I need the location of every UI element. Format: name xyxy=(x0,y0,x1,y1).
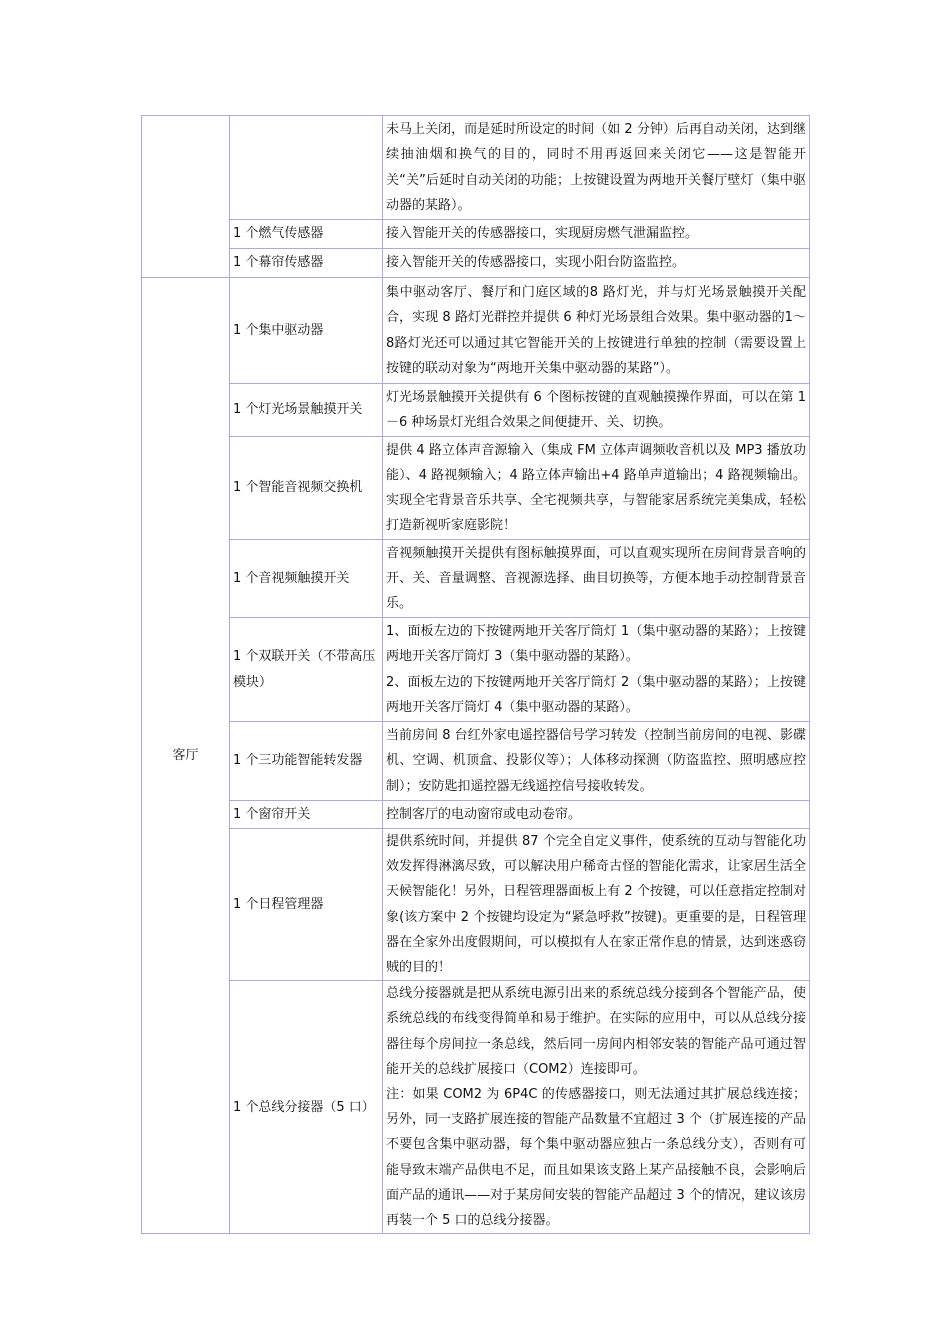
description-cell: 接入智能开关的传感器接口，实现厨房燃气泄漏监控。 xyxy=(383,220,810,249)
device-cell: 1 个日程管理器 xyxy=(230,829,383,981)
device-cell: 1 个双联开关（不带高压模块） xyxy=(230,618,383,722)
description-line: 总线分接器就是把从系统电源引出来的系统总线分接到各个智能产品，使系统总线的布线变得简单和易于维护。在实际的应用中，可以从总线分接器往每个房间拉一条总线，然后同一房间内相邻安装的智能产品可通过智能开关的总线扩展接口（COM2）连接即可。 xyxy=(386,986,806,1077)
device-cell: 1 个灯光场景触摸开关 xyxy=(230,384,383,437)
description-line: 2、面板左边的下按键两地开关客厅筒灯 2（集中驱动器的某路）；上按键两地开关客厅筒灯 4（集中驱动器的某路）。 xyxy=(386,674,806,715)
table-row xyxy=(142,801,810,829)
table-row xyxy=(142,540,810,618)
table-row xyxy=(142,722,810,801)
device-cell: 1 个总线分接器（5 口） xyxy=(230,981,383,1234)
table-row xyxy=(142,829,810,981)
table-row xyxy=(142,278,810,384)
description-cell: 控制客厅的电动窗帘或电动卷帘。 xyxy=(383,801,810,829)
device-cell: 1 个音视频触摸开关 xyxy=(230,540,383,618)
table-row xyxy=(142,437,810,540)
device-cell: 1 个智能音视频交换机 xyxy=(230,437,383,540)
room-cell-living-room: 客厅 xyxy=(142,278,230,1234)
device-cell: 1 个三功能智能转发器 xyxy=(230,722,383,801)
description-cell: 提供 4 路立体声音源输入（集成 FM 立体声调频收音机以及 MP3 播放功能）、4 路视频输入；4 路立体声输出+4 路单声道输出；4 路视频输出。实现全宅背景音乐共享、全宅视频共享，与智能家居系统完美集成，轻松打造新视听家庭影院！ xyxy=(383,437,810,540)
table-row xyxy=(142,981,810,1234)
device-cell: 1 个集中驱动器 xyxy=(230,278,383,384)
description-cell: 集中驱动客厅、餐厅和门庭区域的8 路灯光，并与灯光场景触摸开关配合，实现 8 路灯光群控并提供 6 种灯光场景组合效果。集中驱动器的1～8路灯光还可以通过其它智能开关的上按键进行单独的控制（需要设置上按键的联动对象为“两地开关集中驱动器的某路”）。 xyxy=(383,278,810,384)
description-line: 1、面板左边的下按键两地开关客厅筒灯 1（集中驱动器的某路）；上按键两地开关客厅筒灯 3（集中驱动器的某路）。 xyxy=(386,624,806,665)
description-line: 注：如果 COM2 为 6P4C 的传感器接口，则无法通过其扩展总线连接；另外，同一支路扩展连接的智能产品数量不宜超过 3 个（扩展连接的产品不要包含集中驱动器，每个集中驱动器应独占一条总线分支），否则有可能导致末端产品供电不足，而且如果该支路上某产品接触不良，会影响后面产品的通讯——对于某房间安装的智能产品超过 3 个的情况，建议该房再装一个 5 口的总线分接器。 xyxy=(386,1087,806,1229)
description-cell: 未马上关闭，而是延时所设定的时间（如 2 分钟）后再自动关闭，达到继续抽油烟和换气的目的，同时不用再返回来关闭它——这是智能开关“关”后延时自动关闭的功能；上按键设置为两地开关餐厅壁灯（集中驱动器的某路）。 xyxy=(383,116,810,220)
device-cell: 1 个幕帘传感器 xyxy=(230,249,383,278)
device-table xyxy=(141,115,810,1234)
table-row xyxy=(142,618,810,722)
table-row xyxy=(142,249,810,278)
description-cell: 提供系统时间，并提供 87 个完全自定义事件，使系统的互动与智能化功效发挥得淋漓尽致，可以解决用户稀奇古怪的智能化需求，让家居生活全天候智能化！另外，日程管理器面板上有 2 个按键，可以任意指定控制对象(该方案中 2 个按键均设定为“紧急呼救”按键)。更重要的是，日程管理器在全家外出度假期间，可以模拟有人在家正常作息的情景，达到迷惑窃贼的目的！ xyxy=(383,829,810,981)
description-cell: 接入智能开关的传感器接口，实现小阳台防盗监控。 xyxy=(383,249,810,278)
table-row xyxy=(142,220,810,249)
description-cell: 当前房间 8 台红外家电遥控器信号学习转发（控制当前房间的电视、影碟机、空调、机顶盒、投影仪等）；人体移动探测（防盗监控、照明感应控制）；安防匙扣遥控器无线遥控信号接收转发。 xyxy=(383,722,810,801)
description-cell xyxy=(383,981,810,1234)
device-cell: 1 个窗帘开关 xyxy=(230,801,383,829)
description-cell: 音视频触摸开关提供有图标触摸界面，可以直观实现所在房间背景音响的开、关、音量调整、音视源选择、曲目切换等，方便本地手动控制背景音乐。 xyxy=(383,540,810,618)
room-cell-kitchen xyxy=(142,116,230,278)
table-row xyxy=(142,384,810,437)
device-cell: 1 个燃气传感器 xyxy=(230,220,383,249)
description-cell xyxy=(383,618,810,722)
device-cell xyxy=(230,116,383,220)
description-cell: 灯光场景触摸开关提供有 6 个图标按键的直观触摸操作界面，可以在第 1－6 种场景灯光组合效果之间便捷开、关、切换。 xyxy=(383,384,810,437)
table-row xyxy=(142,116,810,220)
